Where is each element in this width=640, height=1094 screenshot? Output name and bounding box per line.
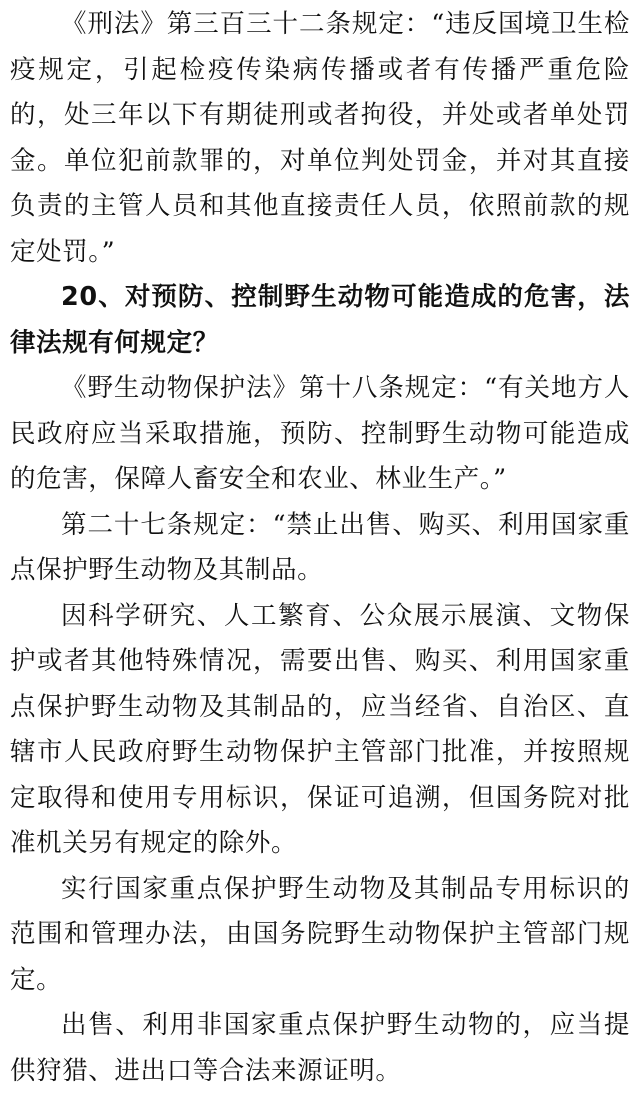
paragraph-special-circumstances: 因科学研究、人工繁育、公众展示展演、文物保护或者其他特殊情况，需要出售、购买、利用国家重点保护野生动物及其制品的，应当经省、自治区、直辖市人民政府野生动物保护主管部门批准，并按照规定取得和使用专用标识，保证可追溯，但国务院对批准机关另有规定的除外。 — [10, 600, 630, 858]
paragraph-special-marking-scope: 实行国家重点保护野生动物及其制品专用标识的范围和管理办法，由国务院野生动物保护主管部门规定。 — [10, 873, 630, 995]
question-heading-20: 20、对预防、控制野生动物可能造成的危害，法律法规有何规定？ — [10, 282, 630, 358]
paragraph-wildlife-law-art18: 《野生动物保护法》第十八条规定：“有关地方人民政府应当采取措施，预防、控制野生动物可能造成的危害，保障人畜安全和农业、林业生产。” — [10, 373, 630, 494]
paragraph-criminal-law-art332: 《刑法》第三百三十二条规定：“违反国境卫生检疫规定，引起检疫传染病传播或者有传播严重危险的，处三年以下有期徒刑或者拘役，并处或者单处罚金。单位犯前款罪的，对单位判处罚金，并对其直接负责的主管人员和其他直接责任人员，依照前款的规定处罚。” — [10, 9, 630, 267]
paragraph-non-key-wildlife-sale: 出售、利用非国家重点保护野生动物的，应当提供狩猎、进出口等合法来源证明。 — [10, 1010, 630, 1086]
paragraph-wildlife-law-art27: 第二十七条规定：“禁止出售、购买、利用国家重点保护野生动物及其制品。 — [10, 509, 630, 585]
